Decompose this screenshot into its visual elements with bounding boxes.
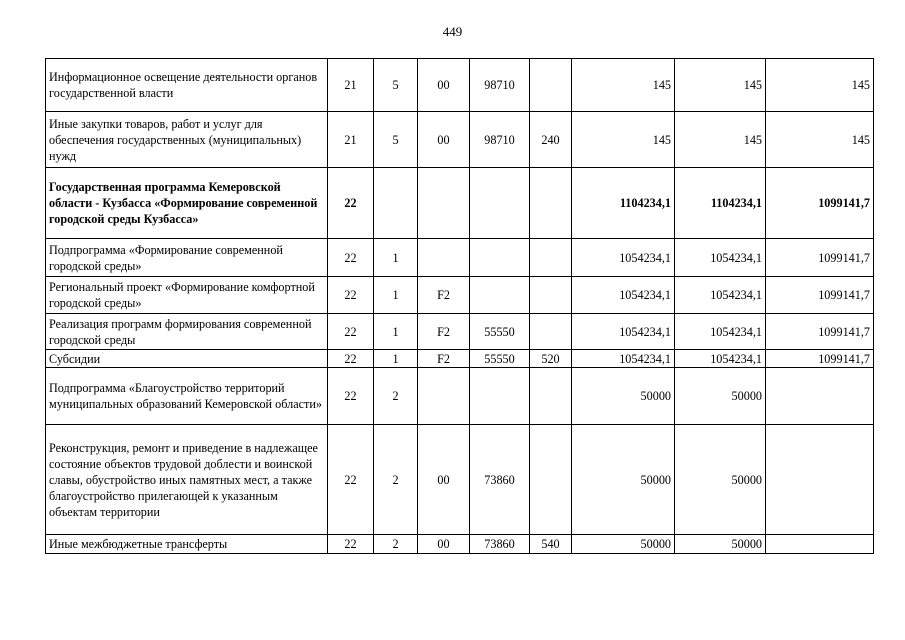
row-value-3 — [766, 425, 874, 535]
row-value-3: 145 — [766, 59, 874, 112]
row-name: Подпрограмма «Формирование современной городской среды» — [46, 239, 328, 277]
row-code-2: 2 — [374, 368, 418, 425]
row-code-1: 22 — [328, 425, 374, 535]
row-name: Информационное освещение деятельности органов государственной власти — [46, 59, 328, 112]
row-code-4 — [470, 368, 530, 425]
row-code-5 — [530, 59, 572, 112]
row-code-2: 1 — [374, 350, 418, 368]
row-code-3: F2 — [418, 350, 470, 368]
row-code-2: 2 — [374, 535, 418, 554]
row-code-1: 21 — [328, 112, 374, 168]
row-code-1: 22 — [328, 535, 374, 554]
row-name: Субсидии — [46, 350, 328, 368]
row-code-4: 73860 — [470, 535, 530, 554]
row-code-4 — [470, 168, 530, 239]
row-value-1: 50000 — [572, 425, 675, 535]
row-name: Реконструкция, ремонт и приведение в надлежащее состояние объектов трудовой доблести и воинской славы, обустройство иных памятных мест, а также благоустройство прилегающей к указанным объектам территории — [46, 425, 328, 535]
row-value-3: 1099141,7 — [766, 239, 874, 277]
row-value-2: 145 — [675, 112, 766, 168]
row-code-3: 00 — [418, 59, 470, 112]
table-row — [46, 368, 874, 425]
row-value-2: 50000 — [675, 368, 766, 425]
row-code-3: F2 — [418, 277, 470, 314]
table-row — [46, 59, 874, 112]
row-value-2: 1054234,1 — [675, 350, 766, 368]
row-code-3: 00 — [418, 535, 470, 554]
table-row — [46, 277, 874, 314]
row-code-3: 00 — [418, 112, 470, 168]
row-code-4 — [470, 277, 530, 314]
table-row — [46, 168, 874, 239]
row-code-1: 22 — [328, 168, 374, 239]
table-row — [46, 350, 874, 368]
row-name: Региональный проект «Формирование комфортной городской среды» — [46, 277, 328, 314]
row-code-2: 2 — [374, 425, 418, 535]
table-row — [46, 535, 874, 554]
row-value-3: 1099141,7 — [766, 277, 874, 314]
row-value-1: 145 — [572, 112, 675, 168]
row-value-1: 1054234,1 — [572, 277, 675, 314]
row-code-5 — [530, 239, 572, 277]
row-code-4: 73860 — [470, 425, 530, 535]
row-name: Иные закупки товаров, работ и услуг для обеспечения государственных (муниципальных) нужд — [46, 112, 328, 168]
row-value-1: 50000 — [572, 535, 675, 554]
row-code-5 — [530, 314, 572, 350]
row-value-2: 50000 — [675, 425, 766, 535]
row-value-2: 1054234,1 — [675, 239, 766, 277]
row-code-2: 1 — [374, 277, 418, 314]
row-code-4: 55550 — [470, 314, 530, 350]
row-value-3: 1099141,7 — [766, 350, 874, 368]
table-row — [46, 112, 874, 168]
row-name: Государственная программа Кемеровской области - Кузбасса «Формирование современной городской среды Кузбасса» — [46, 168, 328, 239]
row-code-5 — [530, 168, 572, 239]
row-value-1: 1054234,1 — [572, 314, 675, 350]
row-code-4: 98710 — [470, 59, 530, 112]
row-code-5: 540 — [530, 535, 572, 554]
row-code-5 — [530, 425, 572, 535]
row-value-2: 1104234,1 — [675, 168, 766, 239]
row-code-1: 22 — [328, 277, 374, 314]
row-name: Реализация программ формирования современной городской среды — [46, 314, 328, 350]
row-code-4: 55550 — [470, 350, 530, 368]
row-value-1: 50000 — [572, 368, 675, 425]
row-code-5 — [530, 368, 572, 425]
budget-table — [45, 58, 874, 554]
row-code-5: 520 — [530, 350, 572, 368]
row-code-1: 22 — [328, 350, 374, 368]
row-value-1: 145 — [572, 59, 675, 112]
row-value-2: 1054234,1 — [675, 277, 766, 314]
row-code-2: 1 — [374, 239, 418, 277]
row-code-5 — [530, 277, 572, 314]
row-value-3: 145 — [766, 112, 874, 168]
row-value-1: 1054234,1 — [572, 350, 675, 368]
row-code-3: F2 — [418, 314, 470, 350]
row-value-1: 1104234,1 — [572, 168, 675, 239]
row-code-2: 5 — [374, 59, 418, 112]
table-row — [46, 314, 874, 350]
row-code-3: 00 — [418, 425, 470, 535]
row-code-5: 240 — [530, 112, 572, 168]
row-name: Иные межбюджетные трансферты — [46, 535, 328, 554]
row-value-3: 1099141,7 — [766, 314, 874, 350]
row-code-3 — [418, 239, 470, 277]
row-code-1: 22 — [328, 239, 374, 277]
row-value-2: 145 — [675, 59, 766, 112]
page-number: 449 — [442, 24, 463, 39]
row-value-1: 1054234,1 — [572, 239, 675, 277]
row-code-2: 1 — [374, 314, 418, 350]
row-code-3 — [418, 168, 470, 239]
row-value-2: 1054234,1 — [675, 314, 766, 350]
row-code-4: 98710 — [470, 112, 530, 168]
row-value-3 — [766, 368, 874, 425]
row-code-1: 22 — [328, 314, 374, 350]
table-row — [46, 239, 874, 277]
table-row — [46, 425, 874, 535]
row-value-3 — [766, 535, 874, 554]
row-code-2: 5 — [374, 112, 418, 168]
row-name: Подпрограмма «Благоустройство территорий муниципальных образований Кемеровской области» — [46, 368, 328, 425]
row-code-3 — [418, 368, 470, 425]
row-code-1: 22 — [328, 368, 374, 425]
row-code-2 — [374, 168, 418, 239]
row-code-4 — [470, 239, 530, 277]
row-value-2: 50000 — [675, 535, 766, 554]
row-value-3: 1099141,7 — [766, 168, 874, 239]
row-code-1: 21 — [328, 59, 374, 112]
